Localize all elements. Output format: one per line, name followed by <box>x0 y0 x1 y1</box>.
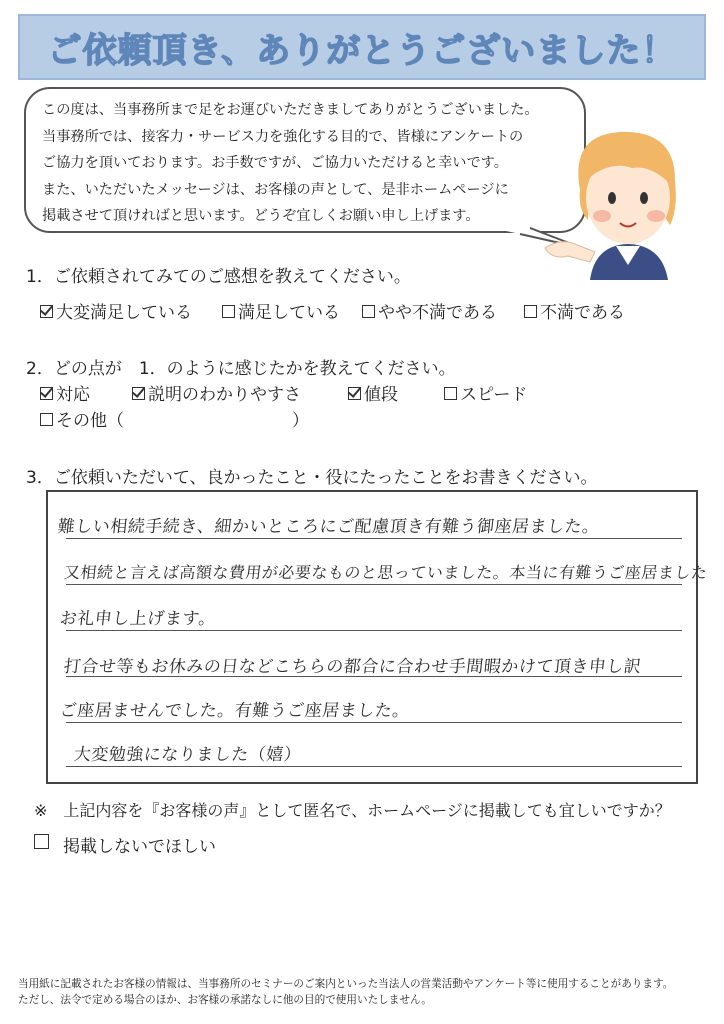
checkbox-icon[interactable] <box>524 305 537 318</box>
checkbox-icon[interactable] <box>34 834 49 849</box>
consent-option[interactable] <box>34 832 216 857</box>
page-title: ご依頼頂き、ありがとうございました！ <box>47 30 677 71</box>
q2-option[interactable] <box>444 380 527 405</box>
q2-option[interactable] <box>348 380 444 405</box>
q2-option-label: 説明のわかりやすさ <box>148 385 301 405</box>
q2-other-close: ） <box>292 411 309 431</box>
handwritten-answer-line: 又相続と言えば高額な費用が必要なものと思っていました。本当に有難うご座居ました <box>62 563 709 582</box>
answer-rule <box>66 630 682 631</box>
q1-option[interactable] <box>362 298 524 323</box>
title-banner <box>18 14 706 80</box>
intro-speech-bubble <box>24 87 586 233</box>
checkbox-icon[interactable] <box>40 413 53 426</box>
question-2: 2．どの点が 1．のように感じたかを教えてください。 <box>26 359 456 379</box>
q2-options <box>40 380 527 405</box>
question-3: 3．ご依頼いただいて、良かったこと・役にたったことをお書きください。 <box>26 468 598 488</box>
privacy-note: 当用紙に記載されたお客様の情報は、当事務所のセミナーのご案内といった当法人の営業活動やアンケート等に使用することがあります。 <box>18 978 674 990</box>
checkbox-icon[interactable] <box>444 387 457 400</box>
question-1: 1．ご依頼されてみてのご感想を教えてください。 <box>26 267 411 287</box>
q2-other-label: その他（ <box>56 411 124 431</box>
intro-line: この度は、当事務所まで足をお運びいただきましてありがとうございました。 <box>42 102 539 118</box>
checked-checkbox-icon[interactable] <box>348 387 361 400</box>
q2-option[interactable] <box>132 380 348 405</box>
answer-rule <box>66 722 682 723</box>
q2-option-label: 対応 <box>56 385 90 405</box>
consent-option-label: 掲載しないでほしい <box>63 837 216 857</box>
answer-rule <box>66 766 682 767</box>
q1-option-label: 満足している <box>238 303 340 323</box>
intro-line: ご協力を頂いております。お手数ですが、ご協力いただけると幸いです。 <box>42 155 508 171</box>
intro-line: また、いただいたメッセージは、お客様の声として、是非ホームページに <box>42 181 509 198</box>
handwritten-answer-line: 打合せ等もお休みの日などこちらの都合に合わせ手間暇かけて頂き申し訳 <box>62 657 643 677</box>
answer-rule <box>66 538 682 539</box>
handwritten-answer-line: お礼申し上げます。 <box>58 609 217 629</box>
intro-line: 当事務所では、接客力・サービス力を強化する目的で、皆様にアンケートの <box>42 128 524 145</box>
q2-option-label: 値段 <box>364 385 398 405</box>
intro-line: 掲載させて頂ければと思います。どうぞ宜しくお願い申し上げます。 <box>42 208 480 224</box>
q2-option[interactable] <box>40 380 132 405</box>
checked-checkbox-icon[interactable] <box>40 305 53 318</box>
handwritten-answer-line: 大変勉強になりました（嬉） <box>72 745 303 765</box>
staff-character-illustration <box>540 120 710 280</box>
q1-option-label: 大変満足している <box>56 303 192 323</box>
checked-checkbox-icon[interactable] <box>132 387 145 400</box>
q1-option[interactable] <box>524 298 625 323</box>
q1-options <box>40 298 625 323</box>
q2-other-row <box>40 406 309 431</box>
q2-other-option[interactable] <box>40 406 309 431</box>
q1-option[interactable] <box>40 298 222 323</box>
answer-rule <box>66 584 682 585</box>
checkbox-icon[interactable] <box>362 305 375 318</box>
consent-question: ※ 上記内容を『お客様の声』として匿名で、ホームページに掲載しても宜しいですか？ <box>34 801 671 820</box>
q1-option-label: 不満である <box>540 303 625 323</box>
q2-option-label: スピード <box>460 385 528 405</box>
handwritten-answer-line: 難しい相続手続き、細かいところにご配慮頂き有難う御座居ました。 <box>56 517 601 537</box>
q1-option-label: やや不満である <box>378 303 497 323</box>
checkbox-icon[interactable] <box>222 305 235 318</box>
privacy-note: ただし、法令で定める場合のほか、お客様の承諾なしに他の目的で使用いたしません。 <box>18 994 432 1006</box>
handwritten-answer-line: ご座居ませんでした。有難うご座居ました。 <box>58 701 411 721</box>
q1-option[interactable] <box>222 298 362 323</box>
checked-checkbox-icon[interactable] <box>40 387 53 400</box>
